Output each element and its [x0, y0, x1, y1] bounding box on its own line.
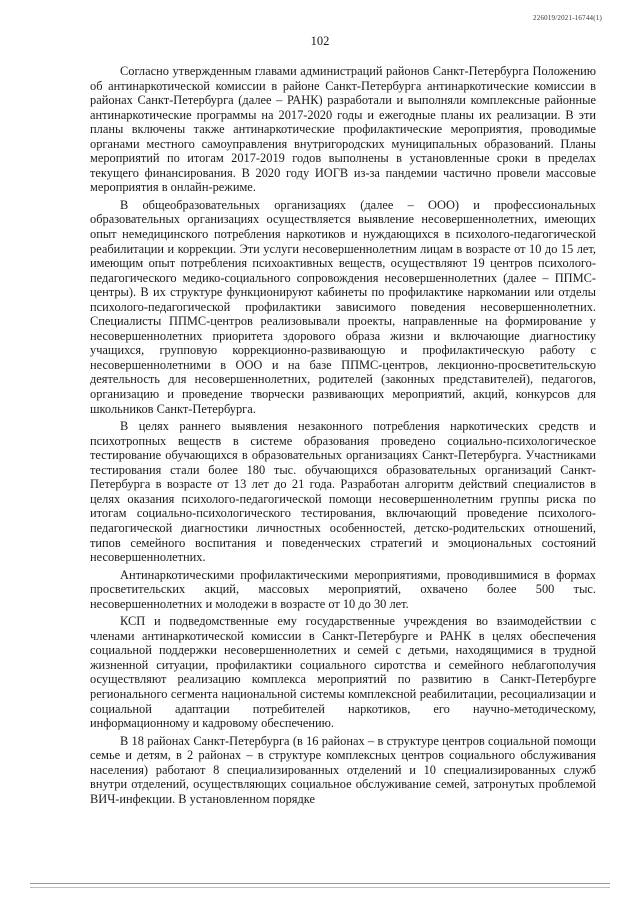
document-id: 226019/2021-16744(1)	[533, 14, 602, 22]
paragraph: В 18 районах Санкт-Петербурга (в 16 районах – в структуре центров социальной помощи семье и детям, в 2 районах – в структуре комплексных центров социального обслуживания населения) работают 8 специализированных отделений и 10 специализированных служб внутри отделений, осуществляющих социальное обслуживание семей, затронутых проблемой ВИЧ-инфекции. В установленном порядке	[90, 733, 596, 806]
paragraph: Согласно утвержденным главами администраций районов Санкт-Петербурга Положению об антинаркотической комиссии в районе Санкт-Петербурга антинаркотические комиссии в районах Санкт-Петербурга (далее – РАНК) разработали и выполняли комплексные районные антинаркотические программы на 2017-2020 годы и ежегодные планы их реализации. В эти планы включены также антинаркотические профилактические мероприятия, проводимые органами местного самоуправления внутригородских муниципальных образований. Планы мероприятий по итогам 2017-2019 годов выполнены в установленные сроки в пределах текущего финансирования. В 2020 году ИОГВ из-за пандемии частично провели массовые мероприятия в онлайн-режиме.	[90, 64, 596, 195]
footer-divider	[30, 883, 610, 884]
paragraph: В целях раннего выявления незаконного потребления наркотических средств и психотропных веществ в системе образования проведено социально-психологическое тестирование обучающихся в образовательных организациях Санкт-Петербурга. Участниками тестирования стали более 180 тыс. обучающихся образовательных организаций Санкт-Петербурга в возрасте от 13 лет до 21 года. Разработан алгоритм действий специалистов в целях оказания психолого-педагогической помощи несовершеннолетним группы риска по итогам социально-психологического тестирования, включающий проведение психолого-педагогической диагностики личностных особенностей, детско-родительских отношений, типов семейного воспитания и поведенческих стратегий и эмоциональных состояний несовершеннолетних.	[90, 419, 596, 565]
paragraph: КСП и подведомственные ему государственные учреждения во взаимодействии с членами антинаркотической комиссии в Санкт-Петербурге и РАНК в целях обеспечения социальной поддержки несовершеннолетних и семей с детьми, находящимися в трудной жизненной ситуации, профилактики социального сиротства и семейного неблагополучия осуществляют реализацию комплекса мероприятий по развитию в Санкт-Петербурге регионального сегмента национальной системы комплексной реабилитации, ресоциализации и социальной адаптации потребителей наркотиков, его научно-методическому, информационному и кадровому обеспечению.	[90, 614, 596, 731]
document-body	[90, 64, 596, 809]
footer-divider	[30, 887, 610, 888]
paragraph: Антинаркотическими профилактическими мероприятиями, проводившимися в формах просветительских акций, массовых мероприятий, охвачено более 500 тыс. несовершеннолетних и молодежи в возрасте от 10 до 30 лет.	[90, 567, 596, 611]
page-number: 102	[310, 34, 330, 48]
paragraph: В общеобразовательных организациях (далее – ООО) и профессиональных образовательных организациях осуществляется выявление несовершеннолетних, имеющих опыт немедицинского потребления наркотиков и нуждающихся в психолого-педагогической реабилитации и коррекции. Эти услуги несовершеннолетним лицам в возрасте от 10 до 15 лет, имеющим опыт потребления психоактивных веществ, осуществляют 19 центров психолого-педагогического медико-социального сопровождения несовершеннолетних (далее – ППМС-центры). В их структуре функционируют кабинеты по профилактике наркомании или отделы психолого-педагогической профилактики зависимого поведения несовершеннолетних. Специалисты ППМС-центров реализовывали проекты, направленные на формирование у несовершеннолетних приоритета здорового образа жизни и включающие диагностику учащихся, групповую коррекционно-развивающую и профилактическую работу с несовершеннолетними в ООО и на базе ППМС-центров, лекционно-просветительскую деятельность для несовершеннолетних, родителей (законных представителей), педагогов, организацию и проведение творчески развивающих мероприятий, акций, конкурсов для школьников Санкт-Петербурга.	[90, 197, 596, 416]
